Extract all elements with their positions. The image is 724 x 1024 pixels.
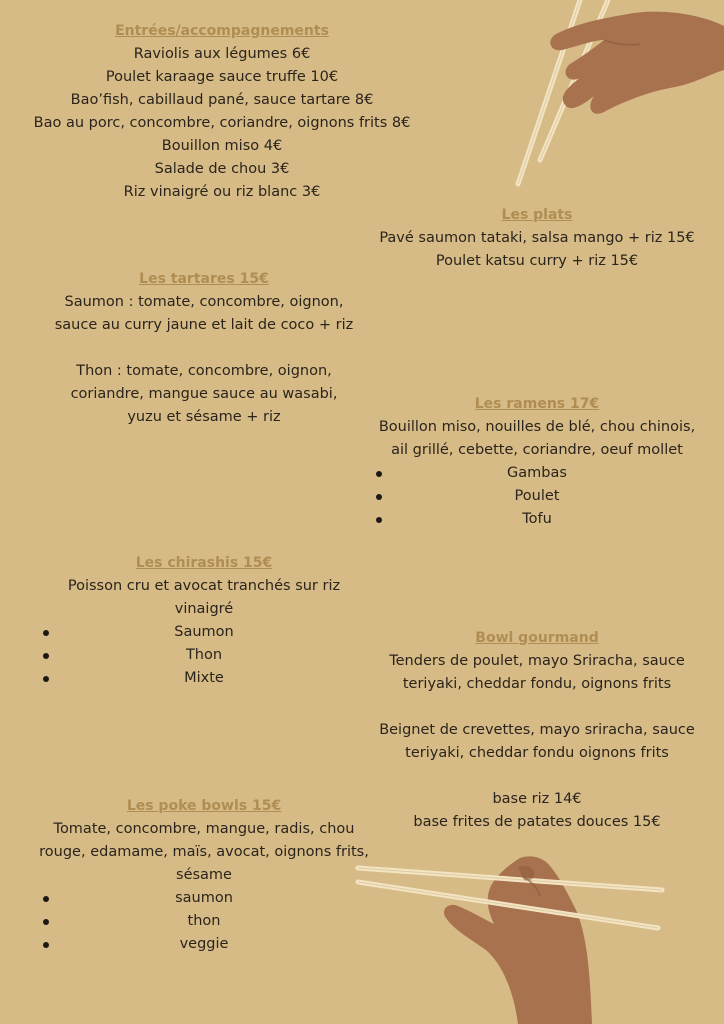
- list-item: [30, 910, 378, 933]
- menu-item: Bao’fish, cabillaud pané, sauce tartare 8€: [70, 92, 374, 108]
- menu-item-text: Tomate, concombre, mangue, radis, chou: [53, 821, 355, 837]
- option-label: veggie: [179, 936, 229, 952]
- entrees-title: Entrées/accompagnements: [115, 23, 329, 39]
- menu-item-text: sauce au curry jaune et lait de coco + riz: [54, 317, 354, 333]
- menu-item-text: Poisson cru et avocat tranchés sur riz: [67, 578, 341, 594]
- menu-item-text: coriandre, mangue sauce au wasabi,: [70, 386, 338, 402]
- poke-options: [30, 887, 378, 956]
- menu-item-text: vinaigré: [174, 601, 234, 617]
- menu-item: Pavé saumon tataki, salsa mango + riz 15€: [379, 230, 695, 246]
- chirashis-options: [30, 621, 378, 690]
- option-label: Saumon: [174, 624, 234, 640]
- menu-item: Bao au porc, concombre, coriandre, oignons frits 8€: [33, 115, 411, 131]
- menu-item-text: ail grillé, cebette, coriandre, oeuf mollet: [391, 442, 683, 458]
- list-item: [364, 462, 710, 485]
- section-bowl-gourmand: [364, 627, 710, 834]
- menu-item-text: rouge, edamame, maïs, avocat, oignons frits,: [39, 844, 369, 860]
- list-item: [364, 508, 710, 531]
- menu-item-text: sésame: [176, 867, 232, 883]
- menu-item-text: Bouillon miso, nouilles de blé, chou chinois,: [378, 419, 696, 435]
- option-label: Tofu: [522, 511, 552, 527]
- ramens-options: [364, 462, 710, 531]
- list-item: [30, 621, 378, 644]
- plats-title: Les plats: [501, 207, 573, 223]
- section-entrees: [20, 20, 424, 204]
- menu-item: Salade de chou 3€: [154, 161, 290, 177]
- list-item: [364, 485, 710, 508]
- option-label: saumon: [175, 890, 233, 906]
- option-label: Gambas: [507, 465, 567, 481]
- hand-chopsticks-top-icon: [510, 0, 724, 192]
- option-label: Poulet: [514, 488, 560, 504]
- tartares-title: Les tartares 15€: [139, 271, 269, 287]
- menu-item-text: Tenders de poulet, mayo Sriracha, sauce: [389, 653, 685, 669]
- list-item: [30, 887, 378, 910]
- list-item: [30, 933, 378, 956]
- ramens-title: Les ramens 17€: [474, 396, 600, 412]
- section-tartares: [30, 268, 378, 429]
- menu-item-text: Beignet de crevettes, mayo sriracha, sauce: [379, 722, 695, 738]
- bowl-title: Bowl gourmand: [475, 630, 599, 646]
- price-line: base riz 14€: [492, 791, 582, 807]
- menu-item: Riz vinaigré ou riz blanc 3€: [123, 184, 321, 200]
- section-plats: [362, 204, 712, 273]
- menu-item-text: teriyaki, cheddar fondu oignons frits: [405, 745, 669, 761]
- option-label: Thon: [185, 647, 223, 663]
- menu-item: Poulet katsu curry + riz 15€: [435, 253, 639, 269]
- list-item: [30, 667, 378, 690]
- menu-item-text: teriyaki, cheddar fondu, oignons frits: [402, 676, 672, 692]
- hand-chopsticks-bottom-icon: [354, 854, 724, 1024]
- section-poke-bowls: [30, 795, 378, 956]
- section-ramens: [364, 393, 710, 531]
- menu-item: Bouillon miso 4€: [161, 138, 283, 154]
- poke-title: Les poke bowls 15€: [126, 798, 282, 814]
- list-item: [30, 644, 378, 667]
- chirashis-title: Les chirashis 15€: [135, 555, 273, 571]
- option-label: thon: [187, 913, 221, 929]
- menu-item: Poulet karaage sauce truffe 10€: [105, 69, 339, 85]
- section-chirashis: [30, 552, 378, 690]
- price-line: base frites de patates douces 15€: [413, 814, 661, 830]
- option-label: Mixte: [184, 670, 224, 686]
- menu-item-text: yuzu et sésame + riz: [127, 409, 281, 425]
- menu-item-text: Thon : tomate, concombre, oignon,: [76, 363, 332, 379]
- menu-item-text: Saumon : tomate, concombre, oignon,: [64, 294, 344, 310]
- menu-item: Raviolis aux légumes 6€: [133, 46, 311, 62]
